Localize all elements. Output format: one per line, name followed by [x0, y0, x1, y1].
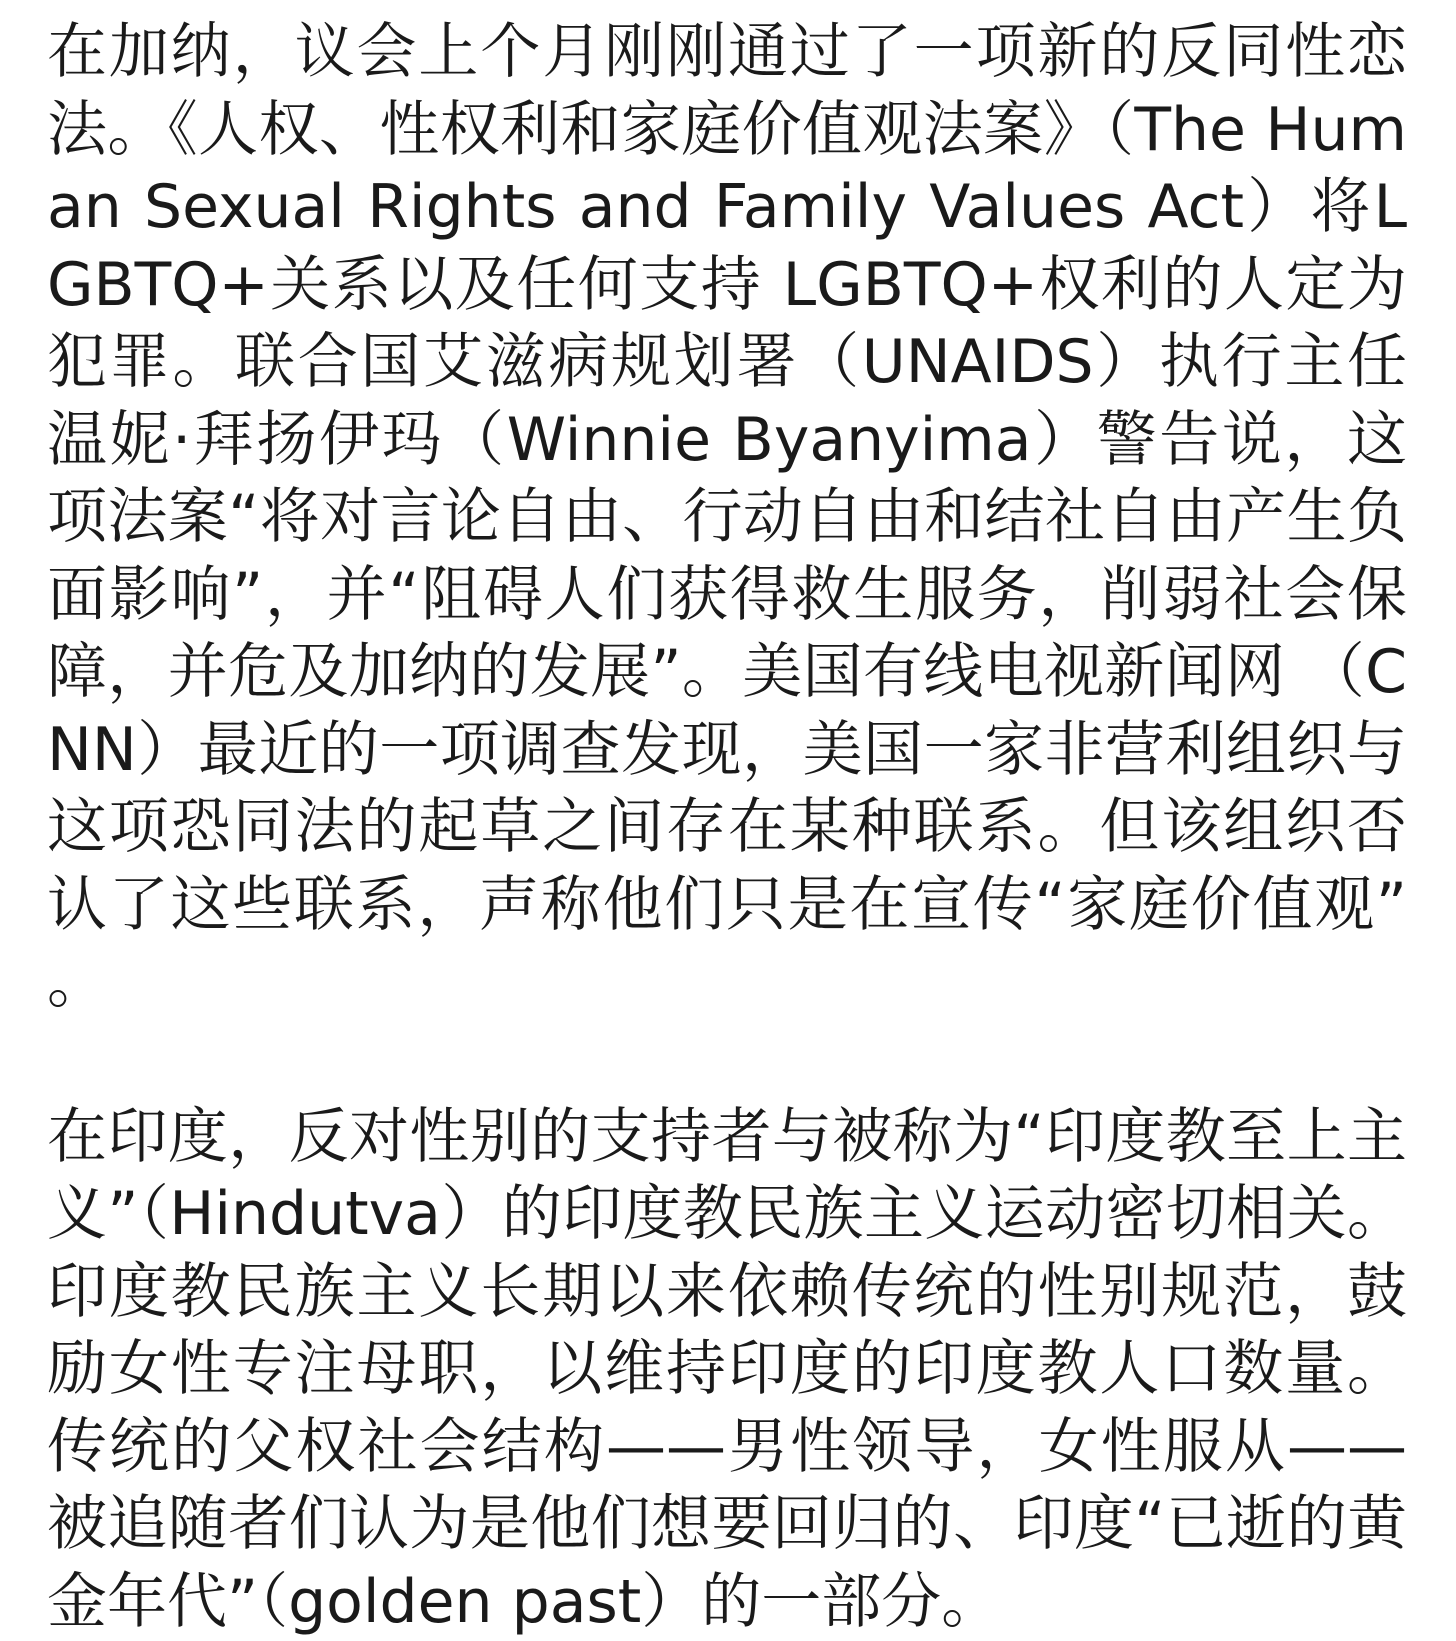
- paragraph-ghana: 在加纳，议会上个月刚刚通过了一项新的反同性恋法。《人权、性权利和家庭价值观法案》（The Human Sexual Rights and Family Values Act）将LGBTQ+关系以及任何支持 LGBTQ+权利的人定为犯罪。联合国艾滋病规划署（UNAIDS）执行主任温妮·拜扬伊玛（Winnie Byanyima）警告说，这项法案“将对言论自由、行动自由和结社自由产生负面影响”，并“阻碍人们获得救生服务，削弱社会保障，并危及加纳的发展”。美国有线电视新闻网 （CNN）最近的一项调查发现，美国一家非营利组织与这项恐同法的起草之间存在某种联系。但该组织否认了这些联系，声称他们只是在宣传“家庭价值观”。: [47, 14, 1407, 1022]
- article-body: [47, 14, 1407, 1641]
- paragraph-india: 在印度，反对性别的支持者与被称为“印度教至上主义”（Hindutva）的印度教民族主义运动密切相关。印度教民族主义长期以来依赖传统的性别规范，鼓励女性专注母职，以维持印度的印度教人口数量。传统的父权社会结构——男性领导，女性服从——被追随者们认为是他们想要回归的、印度“已逝的黄金年代”（golden past）的一部分。: [47, 1099, 1407, 1641]
